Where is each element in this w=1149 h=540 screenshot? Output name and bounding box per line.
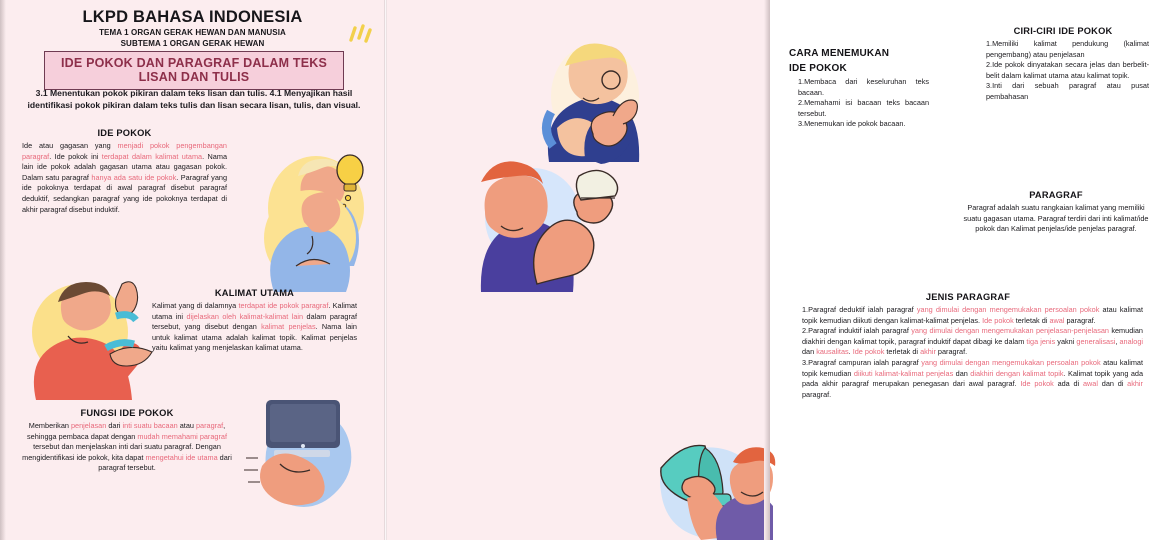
list-jenis-paragraf [793,305,1143,400]
heading-cara-line-1: CARA MENEMUKAN [789,48,890,59]
right-page-edge [764,0,770,540]
list-item: 1.Membaca dari keseluruhan teks bacaan. [798,77,929,97]
list-item: 3.Inti dari sebuah paragraf atau pusat pembahasan [986,81,1149,101]
section-kalimat-utama [152,288,357,354]
list-item: 1.Paragraf deduktif ialah paragraf yang dimulai dengan mengemukakan persoalan pokok atau kalimat topik kemudian diikuti dengan kalimat-kalimat penjelas. Ide pokok terletak di awal paragraf. [802,305,1143,325]
page-title: LKPD BAHASA INDONESIA [82,8,303,26]
list-item: 1.Memiliki kalimat pendukung (kalimat pengembang) atau penjelasan [986,39,1149,59]
cheering-person-illustration [22,276,162,404]
book-spine [384,0,387,540]
person-with-megaphone-illustration [655,436,773,540]
section-ciri-ciri [977,26,1149,103]
list-cara-menemukan [789,77,929,130]
section-ide-pokok [22,128,227,215]
sparkle-icon [345,24,375,54]
right-page [385,0,1149,540]
heading-fungsi-ide-pokok: FUNGSI IDE POKOK [80,408,174,418]
list-item: 2.Ide pokok dinyatakan secara jelas dan berbelit-belit dalam kalimat utama atau kalimat topik. [986,60,1149,80]
banner-line-2: LISAN DAN TULIS [138,70,250,84]
pointing-hand-illustration [583,88,649,162]
section-cara-menemukan [789,48,929,130]
body-paragraf: Paragraf adalah suatu rangkaian kalimat yang memiliki suatu gagasan utama. Paragraf terdiri dari inti kalimat/ide pokok dan Kalimat penjelas/ide penjelas paragraf. [963,203,1149,234]
person-at-computer-illustration [240,392,372,524]
banner-line-1: IDE POKOK DAN PARAGRAF DALAM TEKS [60,56,328,70]
heading-cara-line-2: IDE POKOK [789,63,847,74]
list-item: 3.Paragraf campuran ialah paragraf yang dimulai dengan mengemukakan persoalan pokok atau kalimat topik kemudian diikuti kalimat-kalimat penjelas dan diakhiri dengan kalimat topik. Kalimat topik yang ada pada akhir paragraf merupakan penegasan dari awal paragraf. Ide pokok ada di awal dan di akhir paragraf. [802,357,1144,399]
section-paragraf [963,190,1149,235]
heading-ciri-ciri: CIRI-CIRI IDE POKOK [1013,26,1113,36]
list-ciri-ciri [977,39,1149,103]
banner [44,51,344,90]
list-item: 2.Paragraf induktif ialah paragraf yang dimulai dengan mengemukakan penjelasan-penjelasan kemudian diakhiri dengan kalimat topik, paragraf induktif dapat dibagi ke dalam tiga jenis yakni generalisasi, analogi dan kausalitas. Ide pokok terletak di akhir paragraf. [802,326,1144,357]
body-kalimat-utama: Kalimat yang di dalamnya terdapat ide pokok paragraf. Kalimat utama ini dijelaskan oleh kalimat-kalimat lain dalam paragraf tersebut, yang disebut dengan kalimat penjelas. Nama lain untuk kalimat utama adalah kalimat topik. Kalimat penjelas yaitu kalimat yang menjelaskan kalimat utama. [152,301,357,353]
heading-jenis-paragraf: JENIS PARAGRAF [925,292,1011,302]
subtheme-subtitle: SUBTEMA 1 ORGAN GERAK HEWAN [120,39,265,48]
list-item: 3.Menemukan ide pokok bacaan. [798,119,906,129]
section-jenis-paragraf [793,292,1143,400]
list-item: 2.Memahami isi bacaan teks bacaan tersebut. [798,98,929,118]
left-page [0,0,385,540]
heading-ide-pokok: IDE POKOK [97,128,152,138]
person-holding-book-illustration [252,180,372,300]
heading-paragraf: PARAGRAF [1029,190,1083,200]
body-fungsi-ide-pokok: Memberikan penjelasan dari inti suatu bacaan atau paragraf, sehingga pembaca dapat dengan mudah memahami paragraf tersebut dan menjelaskan inti dari suatu paragraf. Dengan mengidentifikasi ide pokok, kita dapat mengetahui ide utama dari paragraf tersebut. [22,421,232,473]
body-ide-pokok: Ide atau gagasan yang menjadi pokok pengembangan paragraf. Ide pokok ini terdapat dalam kalimat utama. Nama lain ide pokok adalah gagasan utama atau gagasan pokok. Dalam satu paragraf hanya ada satu ide pokok. Paragraf yang ide pokoknya terdapat di awal paragraf disebut paragraf deduktif, sedangkan paragraf yang ide pokoknya terdapat di akhir paragraf disebut induktif. [22,141,227,214]
strong-arm-holding-book-illustration [481,156,631,296]
learning-objectives: 3.1 Menentukan pokok pikiran dalam teks lisan dan tulis. 4.1 Menyajikan hasil identifikasi pokok pikiran dalam teks tulis dan lisan secara lisan, tulis, dan visual. [27,88,361,110]
section-fungsi-ide-pokok [22,408,232,474]
theme-subtitle: TEMA 1 ORGAN GERAK HEWAN DAN MANUSIA [99,28,286,37]
heading-kalimat-utama: KALIMAT UTAMA [214,288,295,298]
left-page-edge [0,0,6,540]
